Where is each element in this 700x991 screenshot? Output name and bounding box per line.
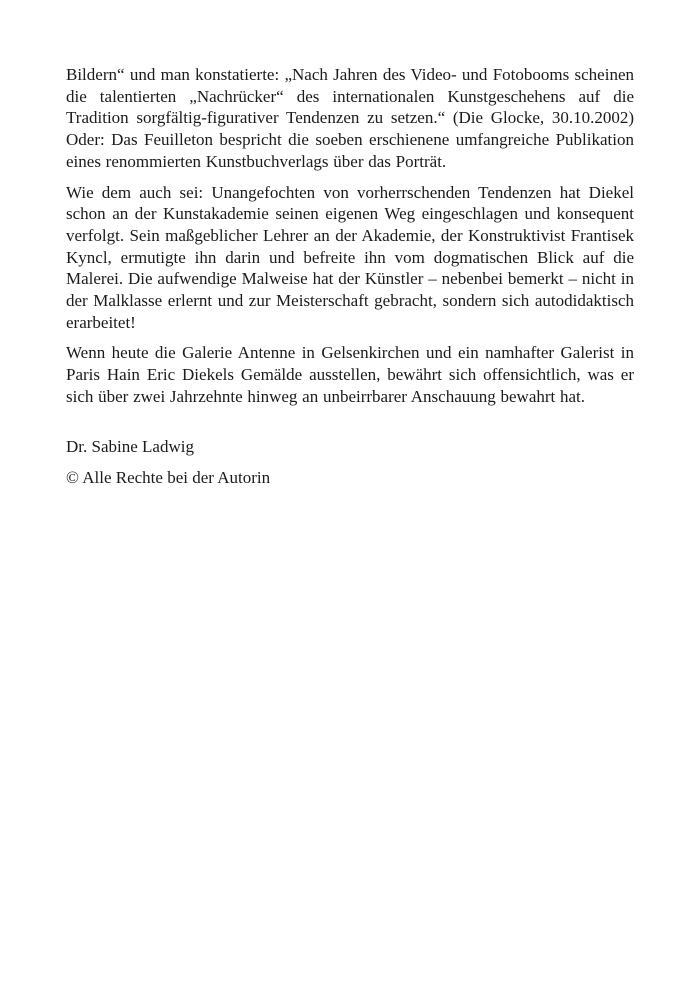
paragraph-academy-background: Wie dem auch sei: Unangefochten von vorherrschenden Tendenzen hat Diekel schon an der Kunstakademie seinen eigenen Weg eingeschlagen und konsequent verfolgt. Sein maßgeblicher Lehrer an der Akademie, der Konstruktivist Frantisek Kyncl, ermutigte ihn darin und befreite ihn vom dogmatischen Blick auf die Malerei. Die aufwendige Malweise hat der Künstler – nebenbei bemerkt – nicht in der Malklasse erlernt und zur Meisterschaft gebracht, sondern sich autodidaktisch erarbeitet! xyxy=(66,182,634,332)
paragraph-galleries: Wenn heute die Galerie Antenne in Gelsenkirchen und ein namhafter Galerist in Paris Hain Eric Diekels Gemälde ausstellen, bewährt sich offensichtlich, was er sich über zwei Jahrzehnte hinweg an unbeirrbarer Anschauung bewahrt hat. xyxy=(66,343,634,406)
text-block xyxy=(66,64,634,499)
copyright-notice: © Alle Rechte bei der Autorin xyxy=(66,468,271,488)
paragraph-press-quote: Bildern“ und man konstatierte: „Nach Jahren des Video- und Fotobooms scheinen die talentierten „Nachrücker“ des internationalen Kunstgeschehens auf die Tradition sorgfältig-figurativer Tendenzen zu setzen.“ (Die Glocke, 30.10.2002) Oder: Das Feuilleton bespricht die soeben erschienene umfangreiche Publikation eines renommierten Kunstbuchverlags über das Porträt. xyxy=(66,65,634,171)
author-name: Dr. Sabine Ladwig xyxy=(66,436,194,456)
signature-block xyxy=(66,436,634,489)
